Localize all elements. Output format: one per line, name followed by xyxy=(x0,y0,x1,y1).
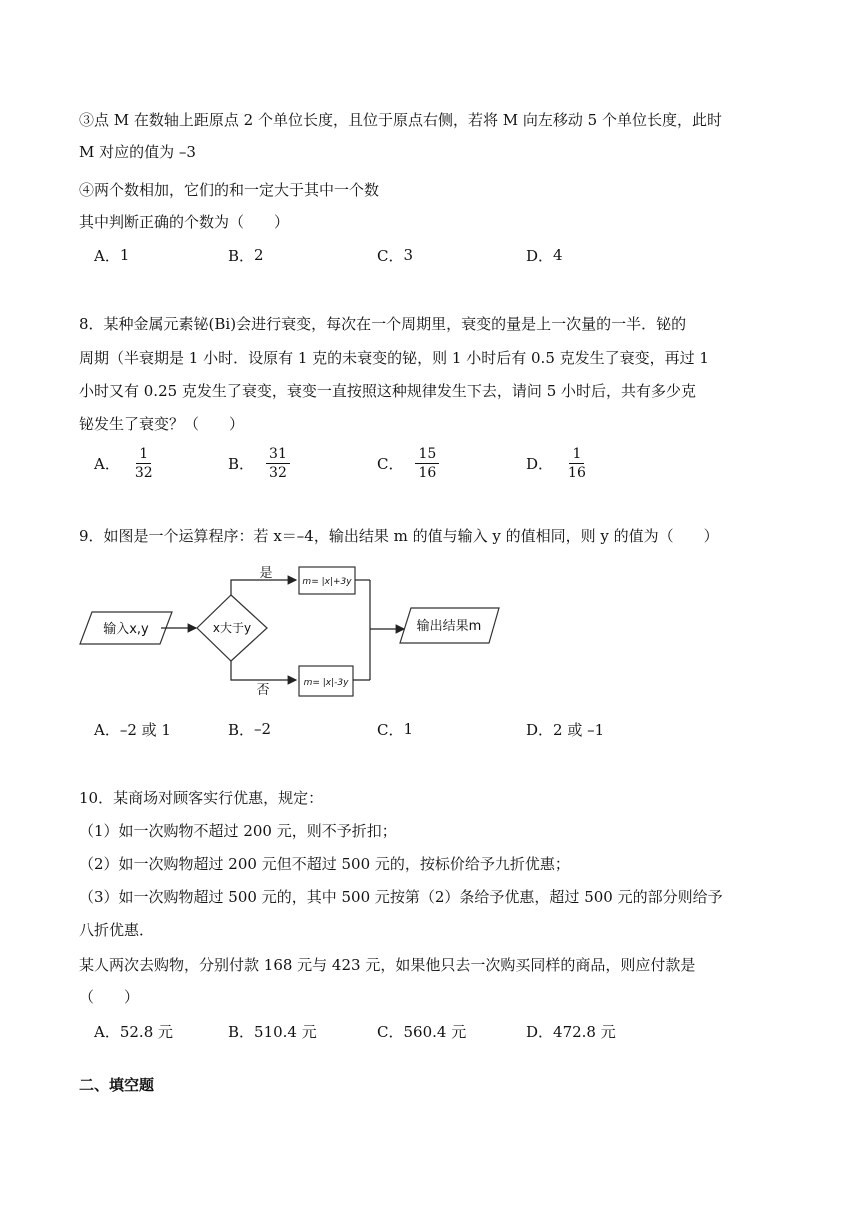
q10-option-d[interactable]: D． 472.8 元 xyxy=(526,1022,616,1041)
q8-stem-line3: 小时又有 0.25 克发生了衰变，衰变一直按照这种规律发生下去，请问 5 小时后，共有多少克 xyxy=(79,382,697,400)
q8-option-a[interactable]: A． $\frac{1}{32}$ xyxy=(94,440,156,486)
flow-yes-label: 是 xyxy=(259,566,273,581)
q9-option-a[interactable]: A． –2 或 1 xyxy=(94,720,171,739)
q10-stem-line1: 10．某商场对顾客实行优惠，规定： xyxy=(79,789,324,807)
fraction: $\frac{31}{32}$ xyxy=(266,445,290,482)
q10-answer-bracket: （ ） xyxy=(79,988,140,1006)
q10-options xyxy=(94,1008,794,1054)
q10-question-line: 某人两次去购物，分别付款 168 元与 423 元，如果他只去一次购买同样的商品，则应付款是 xyxy=(79,956,696,974)
q10-option-b[interactable]: B． 510.4 元 xyxy=(228,1022,317,1041)
q10-option-c[interactable]: C． 560.4 元 xyxy=(377,1022,467,1041)
q8-stem-line1: 8．某种金属元素铋(Bi)会进行衰变，每次在一个周期里，衰变的量是上一次量的一半．铋的 xyxy=(79,315,687,333)
flow-yes-formula: m= |x|+3y xyxy=(302,577,352,587)
q7-item4: ④两个数相加，它们的和一定大于其中一个数 xyxy=(79,181,380,199)
q7-item3-line2: M 对应的值为 –3 xyxy=(79,143,196,161)
section-heading-fill-in-blank: 二、填空题 xyxy=(79,1076,155,1094)
fraction: $\frac{1}{32}$ xyxy=(134,445,153,481)
flow-no-connector xyxy=(231,661,296,680)
q8-option-c[interactable]: C． $\frac{15}{16}$ xyxy=(377,440,439,486)
q7-option-b[interactable]: B． 2 xyxy=(228,246,264,265)
q10-rule-3-cont: 八折优惠． xyxy=(79,921,155,939)
q9-stem: 9．如图是一个运算程序：若 x＝–4，输出结果 m 的值与输入 y 的值相同，则 y 的值为（ ） xyxy=(79,527,719,545)
q10-option-a[interactable]: A． 52.8 元 xyxy=(94,1022,174,1041)
q8-option-d[interactable]: D． $\frac{1}{16}$ xyxy=(526,440,589,486)
q9-option-c[interactable]: C． 1 xyxy=(377,720,414,739)
q9-option-d[interactable]: D． 2 或 –1 xyxy=(526,720,605,739)
q8-option-b[interactable]: B． $\frac{31}{32}$ xyxy=(228,440,290,486)
q8-stem-line2: 周期（半衰期是 1 小时．设原有 1 克的未衰变的铋，则 1 小时后有 0.5 克发生了衰变，再过 1 xyxy=(79,349,709,367)
flow-input-label: 输入x,y xyxy=(103,622,149,637)
fraction: $\frac{1}{16}$ xyxy=(568,445,586,481)
flow-output-label: 输出结果m xyxy=(416,619,482,634)
flow-no-formula: m= |x|-3y xyxy=(303,678,349,688)
q9-option-b[interactable]: B． –2 xyxy=(228,720,272,739)
q7-option-a[interactable]: A． 1 xyxy=(94,246,130,265)
q7-option-c[interactable]: C． 3 xyxy=(377,246,414,265)
q10-rule-3: （3）如一次购物超过 500 元的，其中 500 元按第（2）条给予优惠，超过 500 元的部分则给予 xyxy=(79,888,723,906)
fraction: $\frac{15}{16}$ xyxy=(415,445,439,482)
q8-stem-line4: 铋发生了衰变？（ ） xyxy=(79,415,245,433)
flow-no-label: 否 xyxy=(256,683,270,698)
q7-item3-line1: ③点 M 在数轴上距原点 2 个单位长度，且位于原点右侧，若将 M 向左移动 5 个单位长度，此时 xyxy=(79,111,722,129)
q7-option-d[interactable]: D． 4 xyxy=(526,246,563,265)
flow-yes-connector xyxy=(231,580,296,595)
q10-rule-2: （2）如一次购物超过 200 元但不超过 500 元的，按标价给予九折优惠； xyxy=(79,855,570,873)
q9-options xyxy=(94,706,794,752)
q10-rule-1: （1）如一次购物不超过 200 元，则不予折扣； xyxy=(79,822,397,840)
q7-prompt: 其中判断正确的个数为（ ） xyxy=(79,213,290,231)
flow-decision-label: x大于y xyxy=(212,621,252,635)
